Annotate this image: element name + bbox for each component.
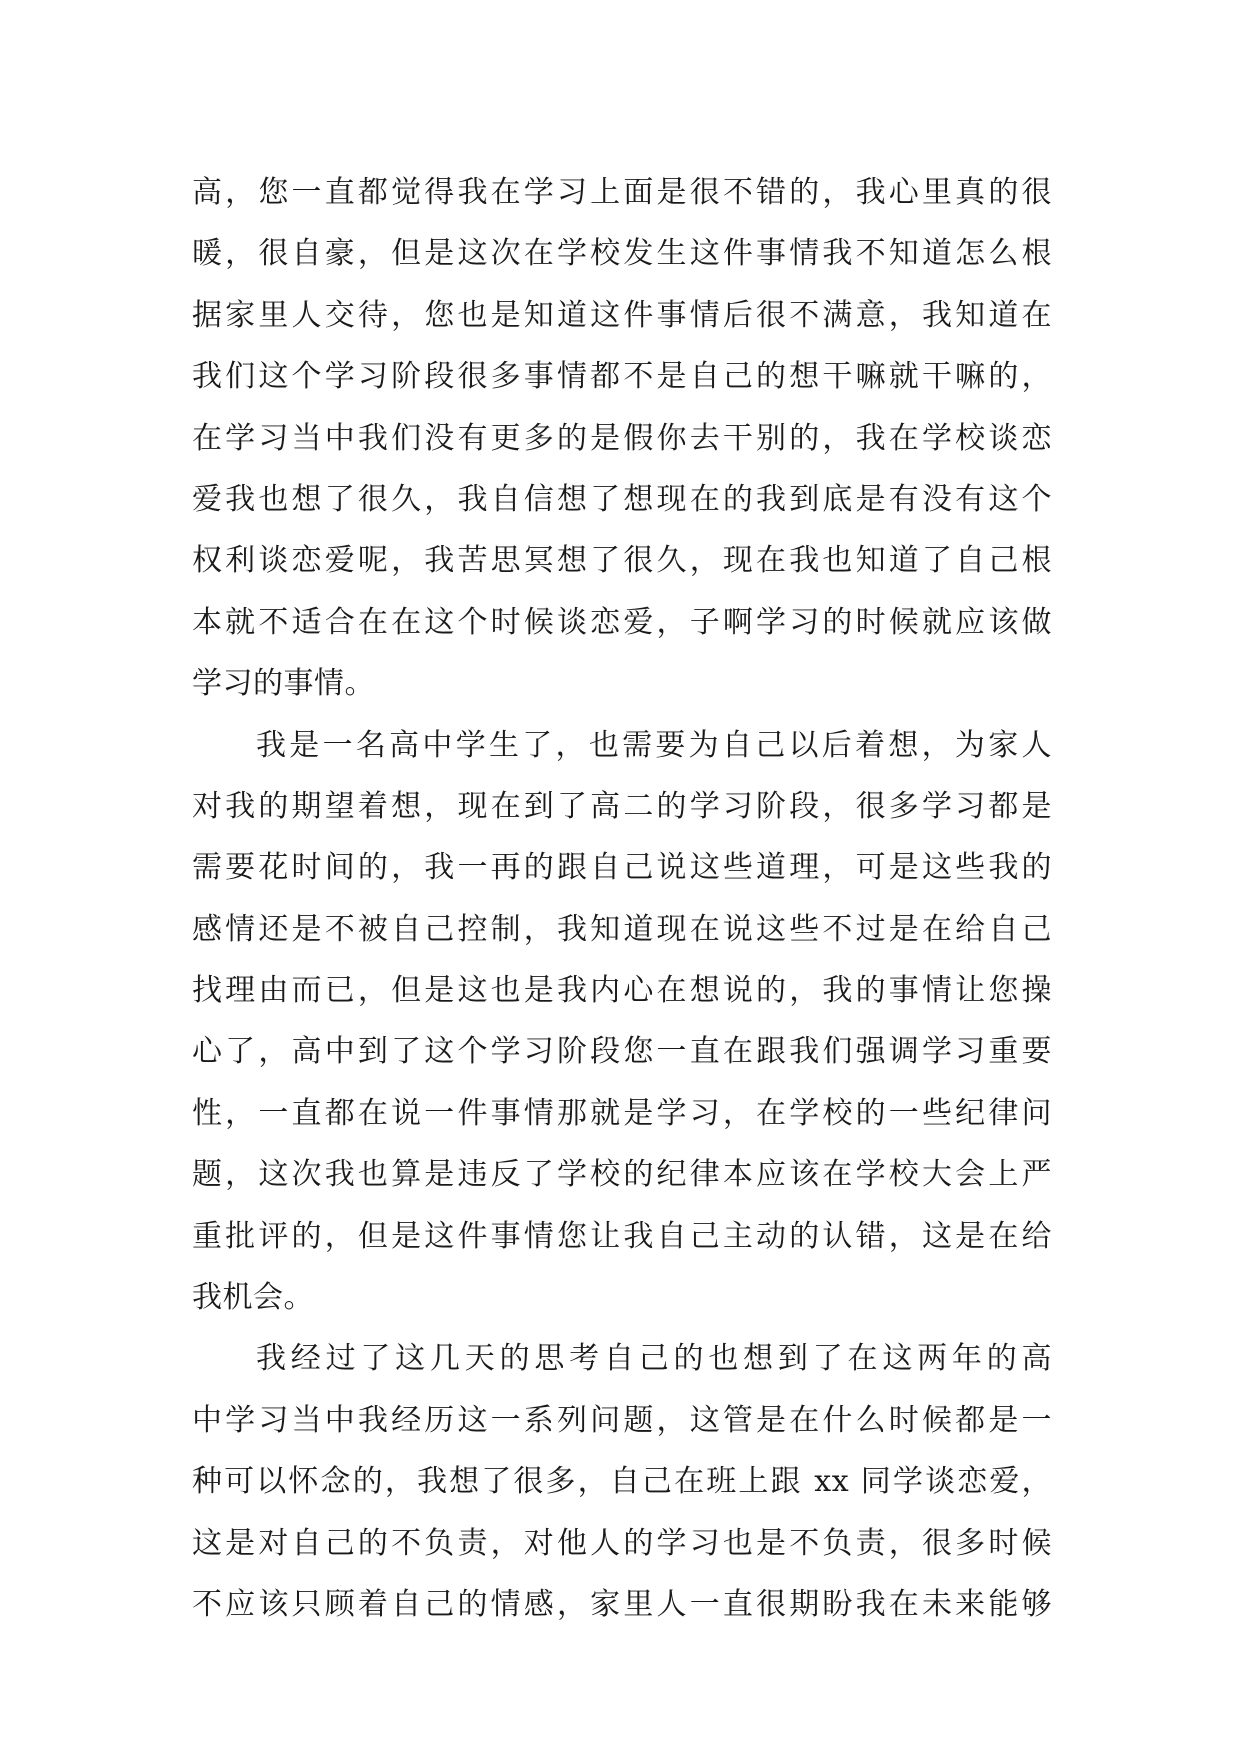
text-line: 权利谈恋爱呢，我苦思冥想了很久，现在我也知道了自己根: [192, 543, 1052, 579]
text-line: 重批评的，但是这件事情您让我自己主动的认错，这是在给: [192, 1218, 1052, 1254]
text-line: 学习的事情。: [192, 666, 375, 702]
paragraph-3: [192, 1328, 1052, 1635]
text-line: 性，一直都在说一件事情那就是学习，在学校的一些纪律问: [192, 1095, 1052, 1131]
text-line: 感情还是不被自己控制，我知道现在说这些不过是在给自己: [192, 911, 1052, 947]
paragraph-1: [192, 162, 1052, 715]
text-line: 在学习当中我们没有更多的是假你去干别的，我在学校谈恋: [192, 420, 1052, 456]
text-line: 我经过了这几天的思考自己的也想到了在这两年的高: [256, 1341, 1052, 1377]
text-line: 我们这个学习阶段很多事情都不是自己的想干嘛就干嘛的，: [192, 359, 1052, 395]
text-line: 需要花时间的，我一再的跟自己说这些道理，可是这些我的: [192, 850, 1052, 886]
text-line: 高，您一直都觉得我在学习上面是很不错的，我心里真的很: [192, 175, 1052, 210]
text-line: 我机会。: [192, 1280, 314, 1316]
text-line: 种可以怀念的，我想了很多，自己在班上跟 xx 同学谈恋爱，: [192, 1464, 1052, 1500]
document-body: [192, 162, 1052, 1635]
text-line: 心了，高中到了这个学习阶段您一直在跟我们强调学习重要: [192, 1034, 1052, 1070]
text-line: 我是一名高中学生了，也需要为自己以后着想，为家人: [256, 727, 1052, 763]
text-line: 这是对自己的不负责，对他人的学习也是不负责，很多时候: [192, 1525, 1052, 1561]
text-line: 本就不适合在在这个时候谈恋爱，子啊学习的时候就应该做: [192, 604, 1052, 640]
text-line: 题，这次我也算是违反了学校的纪律本应该在学校大会上严: [192, 1157, 1052, 1193]
text-line: 爱我也想了很久，我自信想了想现在的我到底是有没有这个: [192, 481, 1052, 517]
text-line: 不应该只顾着自己的情感，家里人一直很期盼我在未来能够: [192, 1586, 1052, 1622]
text-line: 找理由而已，但是这也是我内心在想说的，我的事情让您操: [192, 973, 1052, 1009]
text-line: 据家里人交待，您也是知道这件事情后很不满意，我知道在: [192, 297, 1052, 333]
text-line: 暖，很自豪，但是这次在学校发生这件事情我不知道怎么根: [192, 236, 1052, 272]
paragraph-2: [192, 715, 1052, 1329]
text-line: 对我的期望着想，现在到了高二的学习阶段，很多学习都是: [192, 788, 1052, 824]
text-line: 中学习当中我经历这一系列问题，这管是在什么时候都是一: [192, 1402, 1052, 1438]
